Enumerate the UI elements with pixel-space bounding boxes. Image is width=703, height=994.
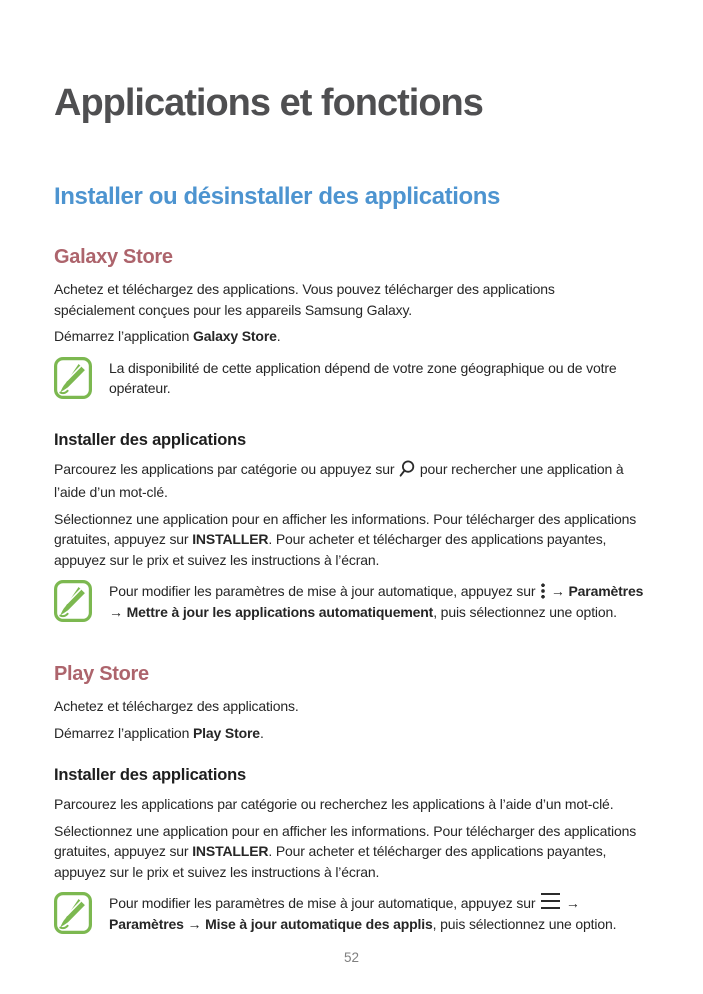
play-select-paragraph: Sélectionnez une application pour en afficher les informations. Pour télécharger des applications gratuites, appuyez sur INSTALLER. Pour acheter et télécharger des applications payantes, appuyez sur le prix et suivez les instructions à l’écran. xyxy=(54,822,637,880)
update-note-after: → Paramètres → Mettre à jour les applications automatiquement, puis sélectionnez une option. xyxy=(109,583,644,620)
play-store-start: Démarrez l’application Play Store. xyxy=(54,724,264,741)
play-update-note-text xyxy=(109,891,652,934)
galaxy-store-start: Démarrez l’application Galaxy Store. xyxy=(54,328,281,344)
note-box xyxy=(54,579,655,627)
page-number: 52 xyxy=(343,950,360,965)
galaxy-store-intro: Achetez et téléchargez des applications. Vous pouvez télécharger des applications spécialement conçues pour les appareils Samsung Galaxy. xyxy=(54,281,555,318)
update-note-before: Pour modifier les paramètres de mise à jour automatique, appuyez sur xyxy=(109,895,536,911)
galaxy-install-heading: Installer des applications xyxy=(54,430,246,449)
search-icon xyxy=(399,460,415,483)
page-title: Applications et fonctions xyxy=(54,82,483,124)
more-options-icon xyxy=(541,583,545,599)
galaxy-store-heading: Galaxy Store xyxy=(54,246,173,268)
galaxy-update-note-text xyxy=(109,579,652,622)
update-note-before: Pour modifier les paramètres de mise à jour automatique, appuyez sur xyxy=(109,583,536,599)
galaxy-browse-paragraph xyxy=(54,459,639,503)
play-browse-paragraph: Parcourez les applications par catégorie ou recherchez les applications à l’aide d’un mot-clé. xyxy=(54,796,614,812)
note-pencil-icon xyxy=(54,892,92,939)
note-pencil-icon xyxy=(54,580,92,627)
play-store-heading: Play Store xyxy=(54,663,149,685)
browse-text-before: Parcourez les applications par catégorie ou appuyez sur xyxy=(54,460,395,477)
menu-icon xyxy=(541,893,560,909)
play-store-intro: Achetez et téléchargez des applications. xyxy=(54,698,299,714)
note-box xyxy=(54,356,655,404)
galaxy-select-paragraph: Sélectionnez une application pour en afficher les informations. Pour télécharger des applications gratuites, appuyez sur INSTALLER. Pour acheter et télécharger des applications payantes, appuyez sur le prix et suivez les instructions à l’écran. xyxy=(54,510,637,568)
availability-note-text: La disponibilité de cette application dépend de votre zone géographique ou de votre opérateur. xyxy=(109,359,617,396)
update-note-after: → Paramètres → Mise à jour automatique des applis, puis sélectionnez une option. xyxy=(109,895,617,932)
note-box xyxy=(54,891,655,939)
note-pencil-icon xyxy=(54,357,92,404)
section-heading: Installer ou désinstaller des applications xyxy=(54,183,501,210)
browse-text-after: pour rechercher une application à l’aide d’un mot-clé. xyxy=(54,460,624,500)
play-install-heading: Installer des applications xyxy=(54,766,246,784)
